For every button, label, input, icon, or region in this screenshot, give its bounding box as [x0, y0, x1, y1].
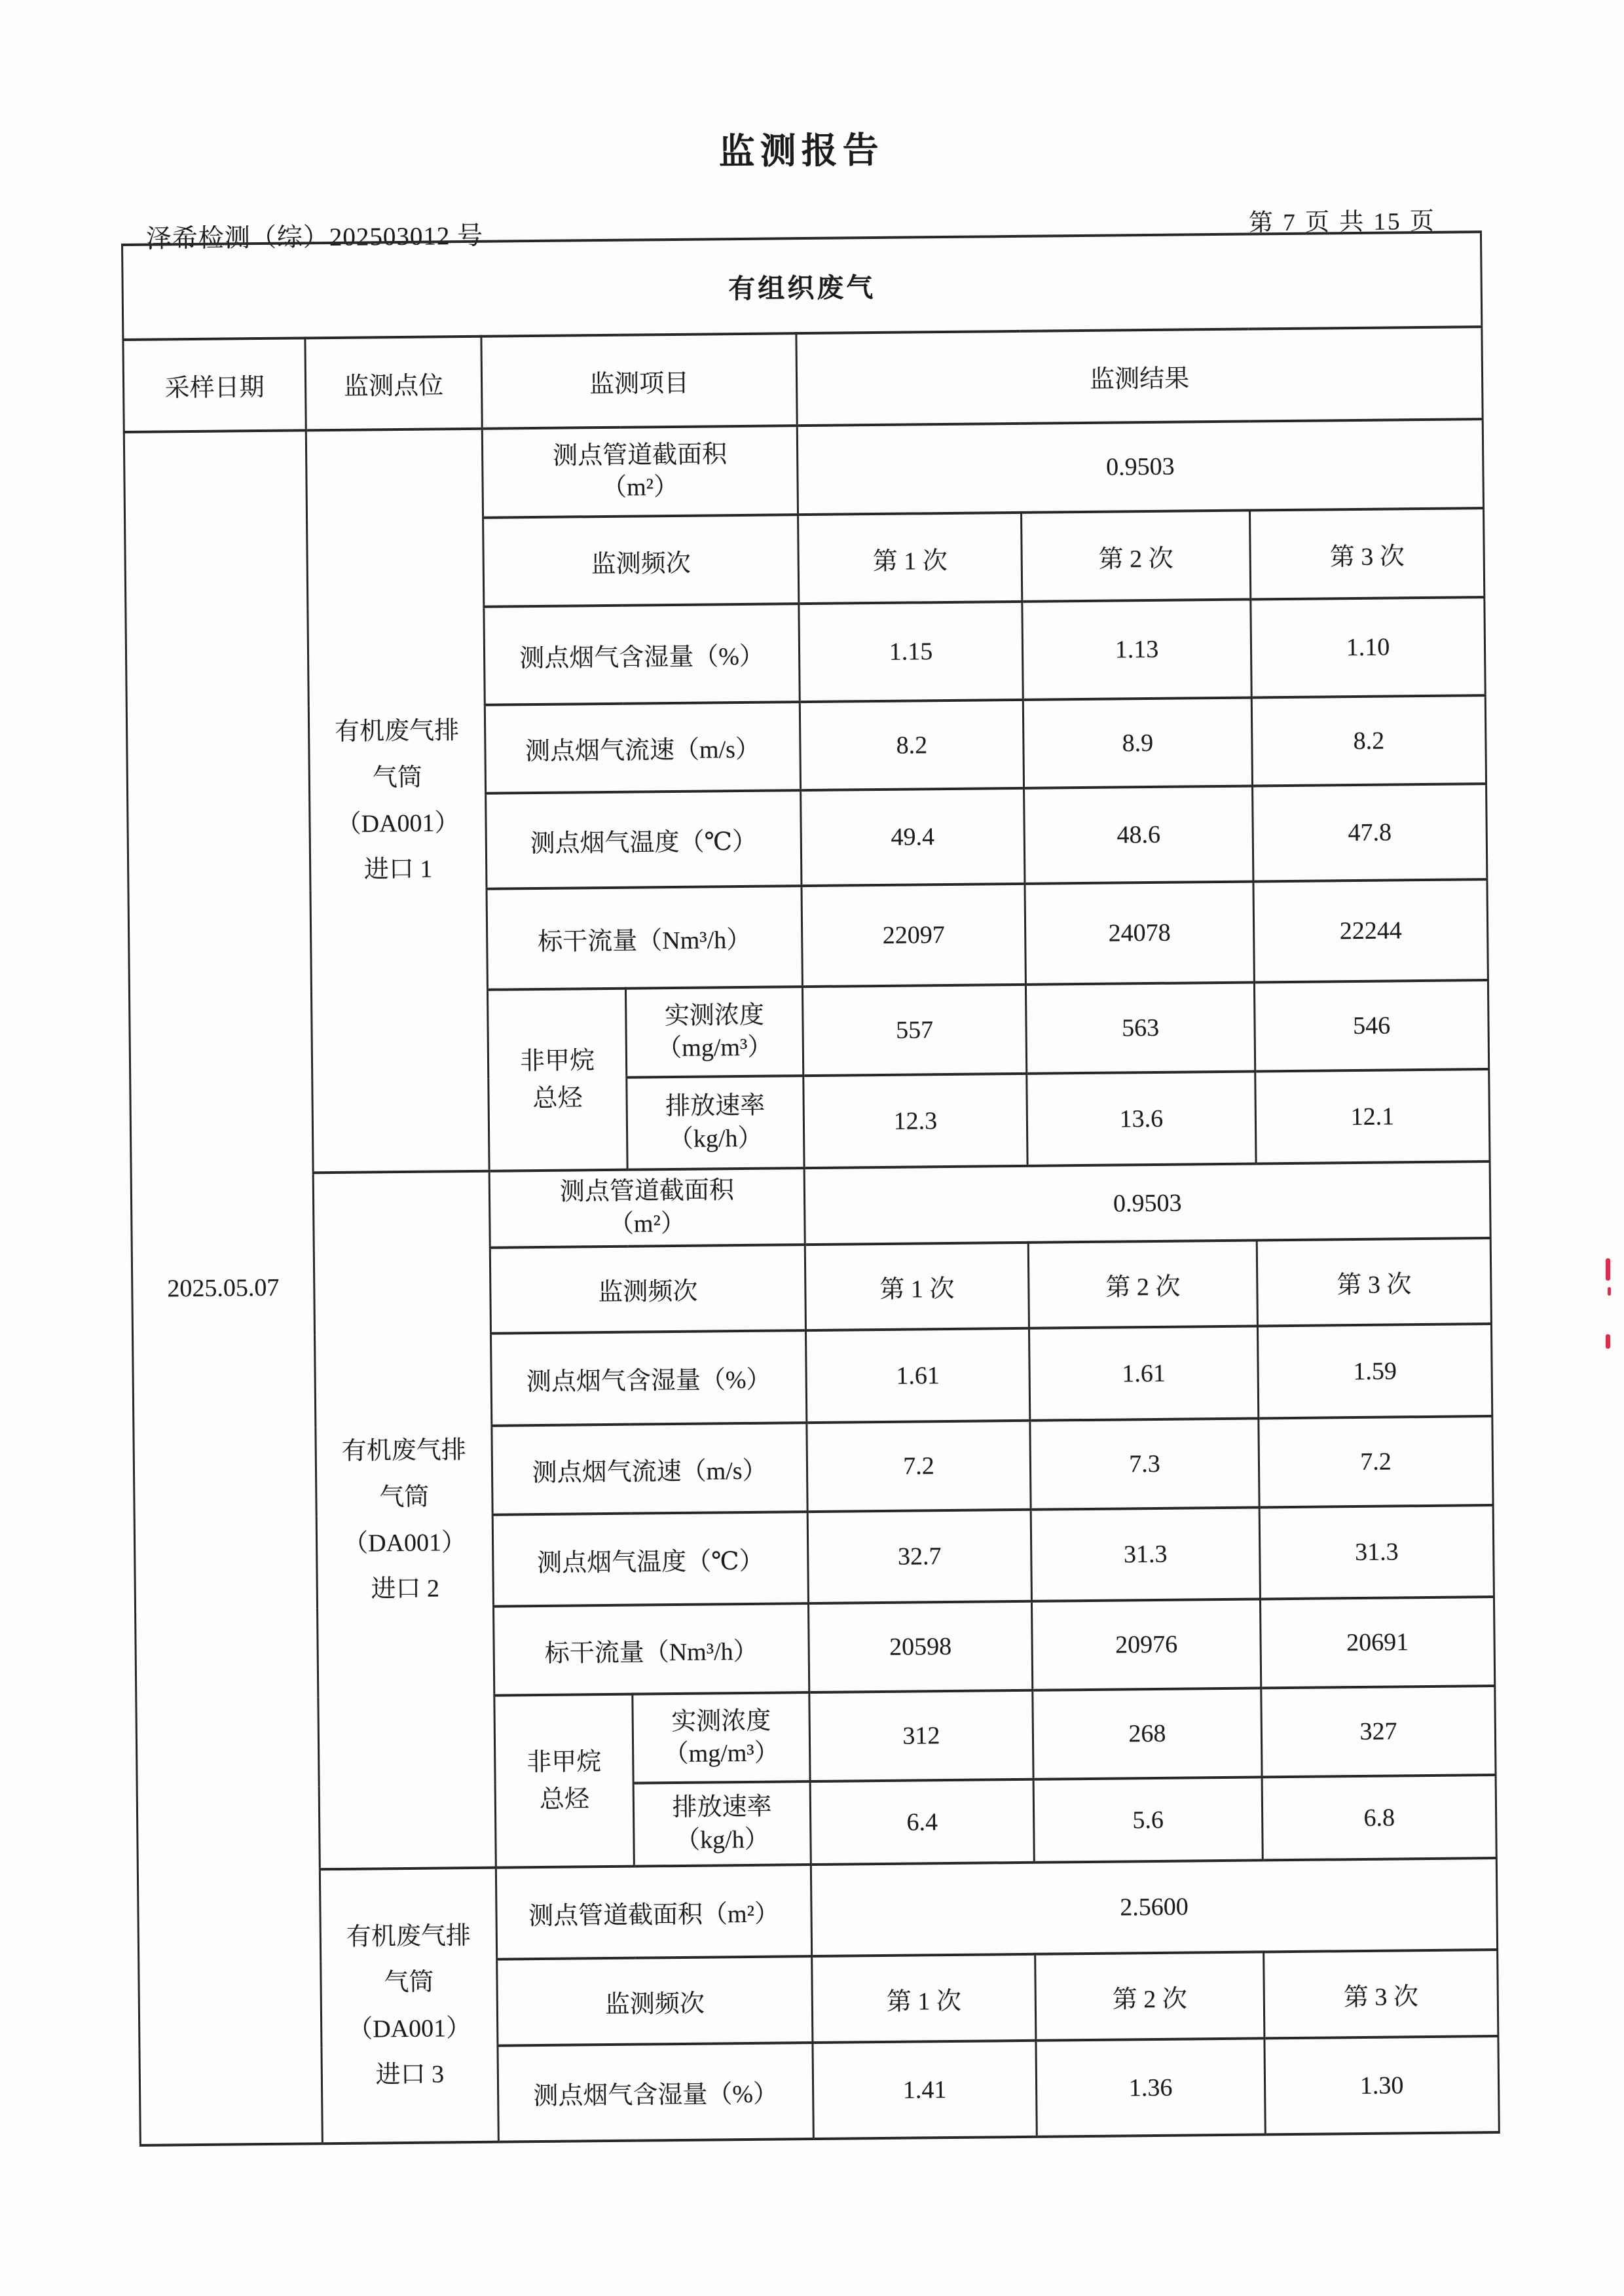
result-value-cell: 8.2	[1251, 695, 1486, 786]
item-label-cell: 排放速率 （kg/h）	[627, 1076, 804, 1170]
result-value-cell: 1.13	[1022, 600, 1251, 700]
monitoring-point-cell: 有机废气排 气筒 （DA001） 进口 1	[306, 429, 489, 1173]
result-value-cell: 546	[1254, 980, 1488, 1071]
item-label-cell: 测点管道截面积 （m²）	[482, 426, 798, 518]
result-value-cell: 1.61	[1029, 1326, 1258, 1420]
pollutant-name-cell: 非甲烷 总烃	[494, 1694, 635, 1868]
page-title: 监测报告	[718, 130, 884, 172]
freq-value-cell: 第 3 次	[1257, 1238, 1491, 1326]
result-value-cell: 47.8	[1253, 784, 1487, 881]
result-value-cell: 6.4	[810, 1779, 1034, 1865]
result-value-cell: 557	[802, 985, 1026, 1076]
header-monitoring-item: 监测项目	[481, 333, 797, 429]
result-value-cell: 7.2	[1259, 1416, 1493, 1507]
sample-date-cell: 2025.05.07	[124, 430, 322, 2145]
item-label-cell: 测点烟气流速（m/s）	[492, 1423, 807, 1515]
red-scan-mark	[1606, 1258, 1610, 1281]
result-value-cell: 7.3	[1030, 1418, 1259, 1509]
result-value-cell: 31.3	[1031, 1507, 1260, 1601]
header-monitoring-result: 监测结果	[796, 327, 1483, 426]
result-value-cell: 1.59	[1257, 1324, 1492, 1418]
item-label-cell: 实测浓度 （mg/m³）	[633, 1692, 810, 1783]
result-value-cell: 8.9	[1023, 698, 1252, 788]
monitoring-point-cell: 有机废气排 气筒 （DA001） 进口 3	[320, 1868, 498, 2144]
result-value-cell: 20976	[1031, 1599, 1261, 1690]
pollutant-name-cell: 非甲烷 总烃	[487, 989, 627, 1171]
red-scan-mark	[1606, 1334, 1610, 1349]
item-label-cell: 测点烟气温度（℃）	[492, 1512, 808, 1607]
page-indicator: 第 7 页 共 15 页	[1248, 208, 1436, 237]
result-value-cell: 32.7	[807, 1510, 1031, 1603]
freq-label-cell: 监测频次	[490, 1245, 805, 1334]
result-value-cell: 20691	[1260, 1597, 1494, 1688]
result-value-cell: 22244	[1253, 879, 1488, 982]
result-value-cell: 2.5600	[811, 1858, 1497, 1956]
result-value-cell: 22097	[802, 884, 1025, 987]
result-value-cell: 0.9503	[797, 419, 1483, 515]
freq-value-cell: 第 2 次	[1035, 1952, 1264, 2040]
header-sample-date: 采样日期	[123, 338, 306, 432]
result-value-cell: 1.15	[799, 602, 1023, 702]
result-value-cell: 49.4	[801, 788, 1025, 886]
item-label-cell: 测点烟气含湿量（%）	[484, 604, 800, 705]
result-value-cell: 6.8	[1262, 1775, 1496, 1860]
result-value-cell: 1.41	[813, 2041, 1037, 2139]
result-value-cell: 31.3	[1259, 1505, 1494, 1599]
result-value-cell: 1.36	[1036, 2038, 1265, 2136]
item-label-cell: 排放速率 （kg/h）	[633, 1781, 811, 1867]
result-value-cell: 1.10	[1251, 597, 1486, 697]
result-value-cell: 24078	[1025, 882, 1254, 985]
report-number: 泽希检测（综）202503012 号	[145, 221, 484, 253]
result-value-cell: 13.6	[1027, 1071, 1256, 1165]
monitoring-results-table	[121, 230, 1500, 2147]
item-label-cell: 标干流量（Nm³/h）	[487, 886, 802, 990]
item-label-cell: 实测浓度 （mg/m³）	[625, 987, 803, 1078]
result-value-cell: 12.1	[1255, 1069, 1490, 1163]
result-value-cell: 8.2	[800, 700, 1024, 790]
freq-value-cell: 第 2 次	[1022, 511, 1251, 602]
band-title-cell: 有组织废气	[122, 232, 1482, 340]
item-label-cell: 测点烟气含湿量（%）	[491, 1330, 807, 1426]
freq-value-cell: 第 1 次	[812, 1954, 1036, 2043]
red-scan-mark	[1608, 1287, 1611, 1296]
item-label-cell: 测点烟气温度（℃）	[486, 790, 802, 889]
result-value-cell: 0.9503	[804, 1161, 1490, 1245]
result-value-cell: 327	[1261, 1686, 1496, 1777]
freq-label-cell: 监测频次	[483, 515, 799, 607]
freq-label-cell: 监测频次	[497, 1956, 813, 2046]
result-value-cell: 268	[1033, 1688, 1262, 1779]
item-label-cell: 测点烟气流速（m/s）	[485, 702, 800, 793]
freq-value-cell: 第 2 次	[1028, 1240, 1257, 1328]
result-value-cell: 12.3	[803, 1074, 1027, 1168]
item-label-cell: 测点管道截面积 （m²）	[489, 1168, 805, 1248]
result-value-cell: 1.61	[805, 1328, 1029, 1423]
result-value-cell: 1.30	[1264, 2036, 1499, 2134]
result-value-cell: 312	[809, 1690, 1033, 1781]
result-value-cell: 7.2	[807, 1421, 1031, 1512]
result-value-cell: 563	[1025, 982, 1255, 1073]
freq-value-cell: 第 3 次	[1264, 1950, 1498, 2038]
freq-value-cell: 第 3 次	[1249, 508, 1484, 599]
result-value-cell: 5.6	[1033, 1777, 1263, 1862]
result-value-cell: 48.6	[1024, 786, 1253, 884]
freq-value-cell: 第 1 次	[798, 513, 1022, 604]
item-label-cell: 标干流量（Nm³/h）	[494, 1603, 809, 1696]
header-monitoring-point: 监测点位	[305, 337, 482, 431]
freq-value-cell: 第 1 次	[805, 1243, 1029, 1330]
item-label-cell: 测点烟气含湿量（%）	[498, 2043, 813, 2142]
monitoring-point-cell: 有机废气排 气筒 （DA001） 进口 2	[313, 1171, 496, 1870]
item-label-cell: 测点管道截面积（m²）	[496, 1865, 811, 1959]
result-value-cell: 20598	[808, 1601, 1032, 1692]
